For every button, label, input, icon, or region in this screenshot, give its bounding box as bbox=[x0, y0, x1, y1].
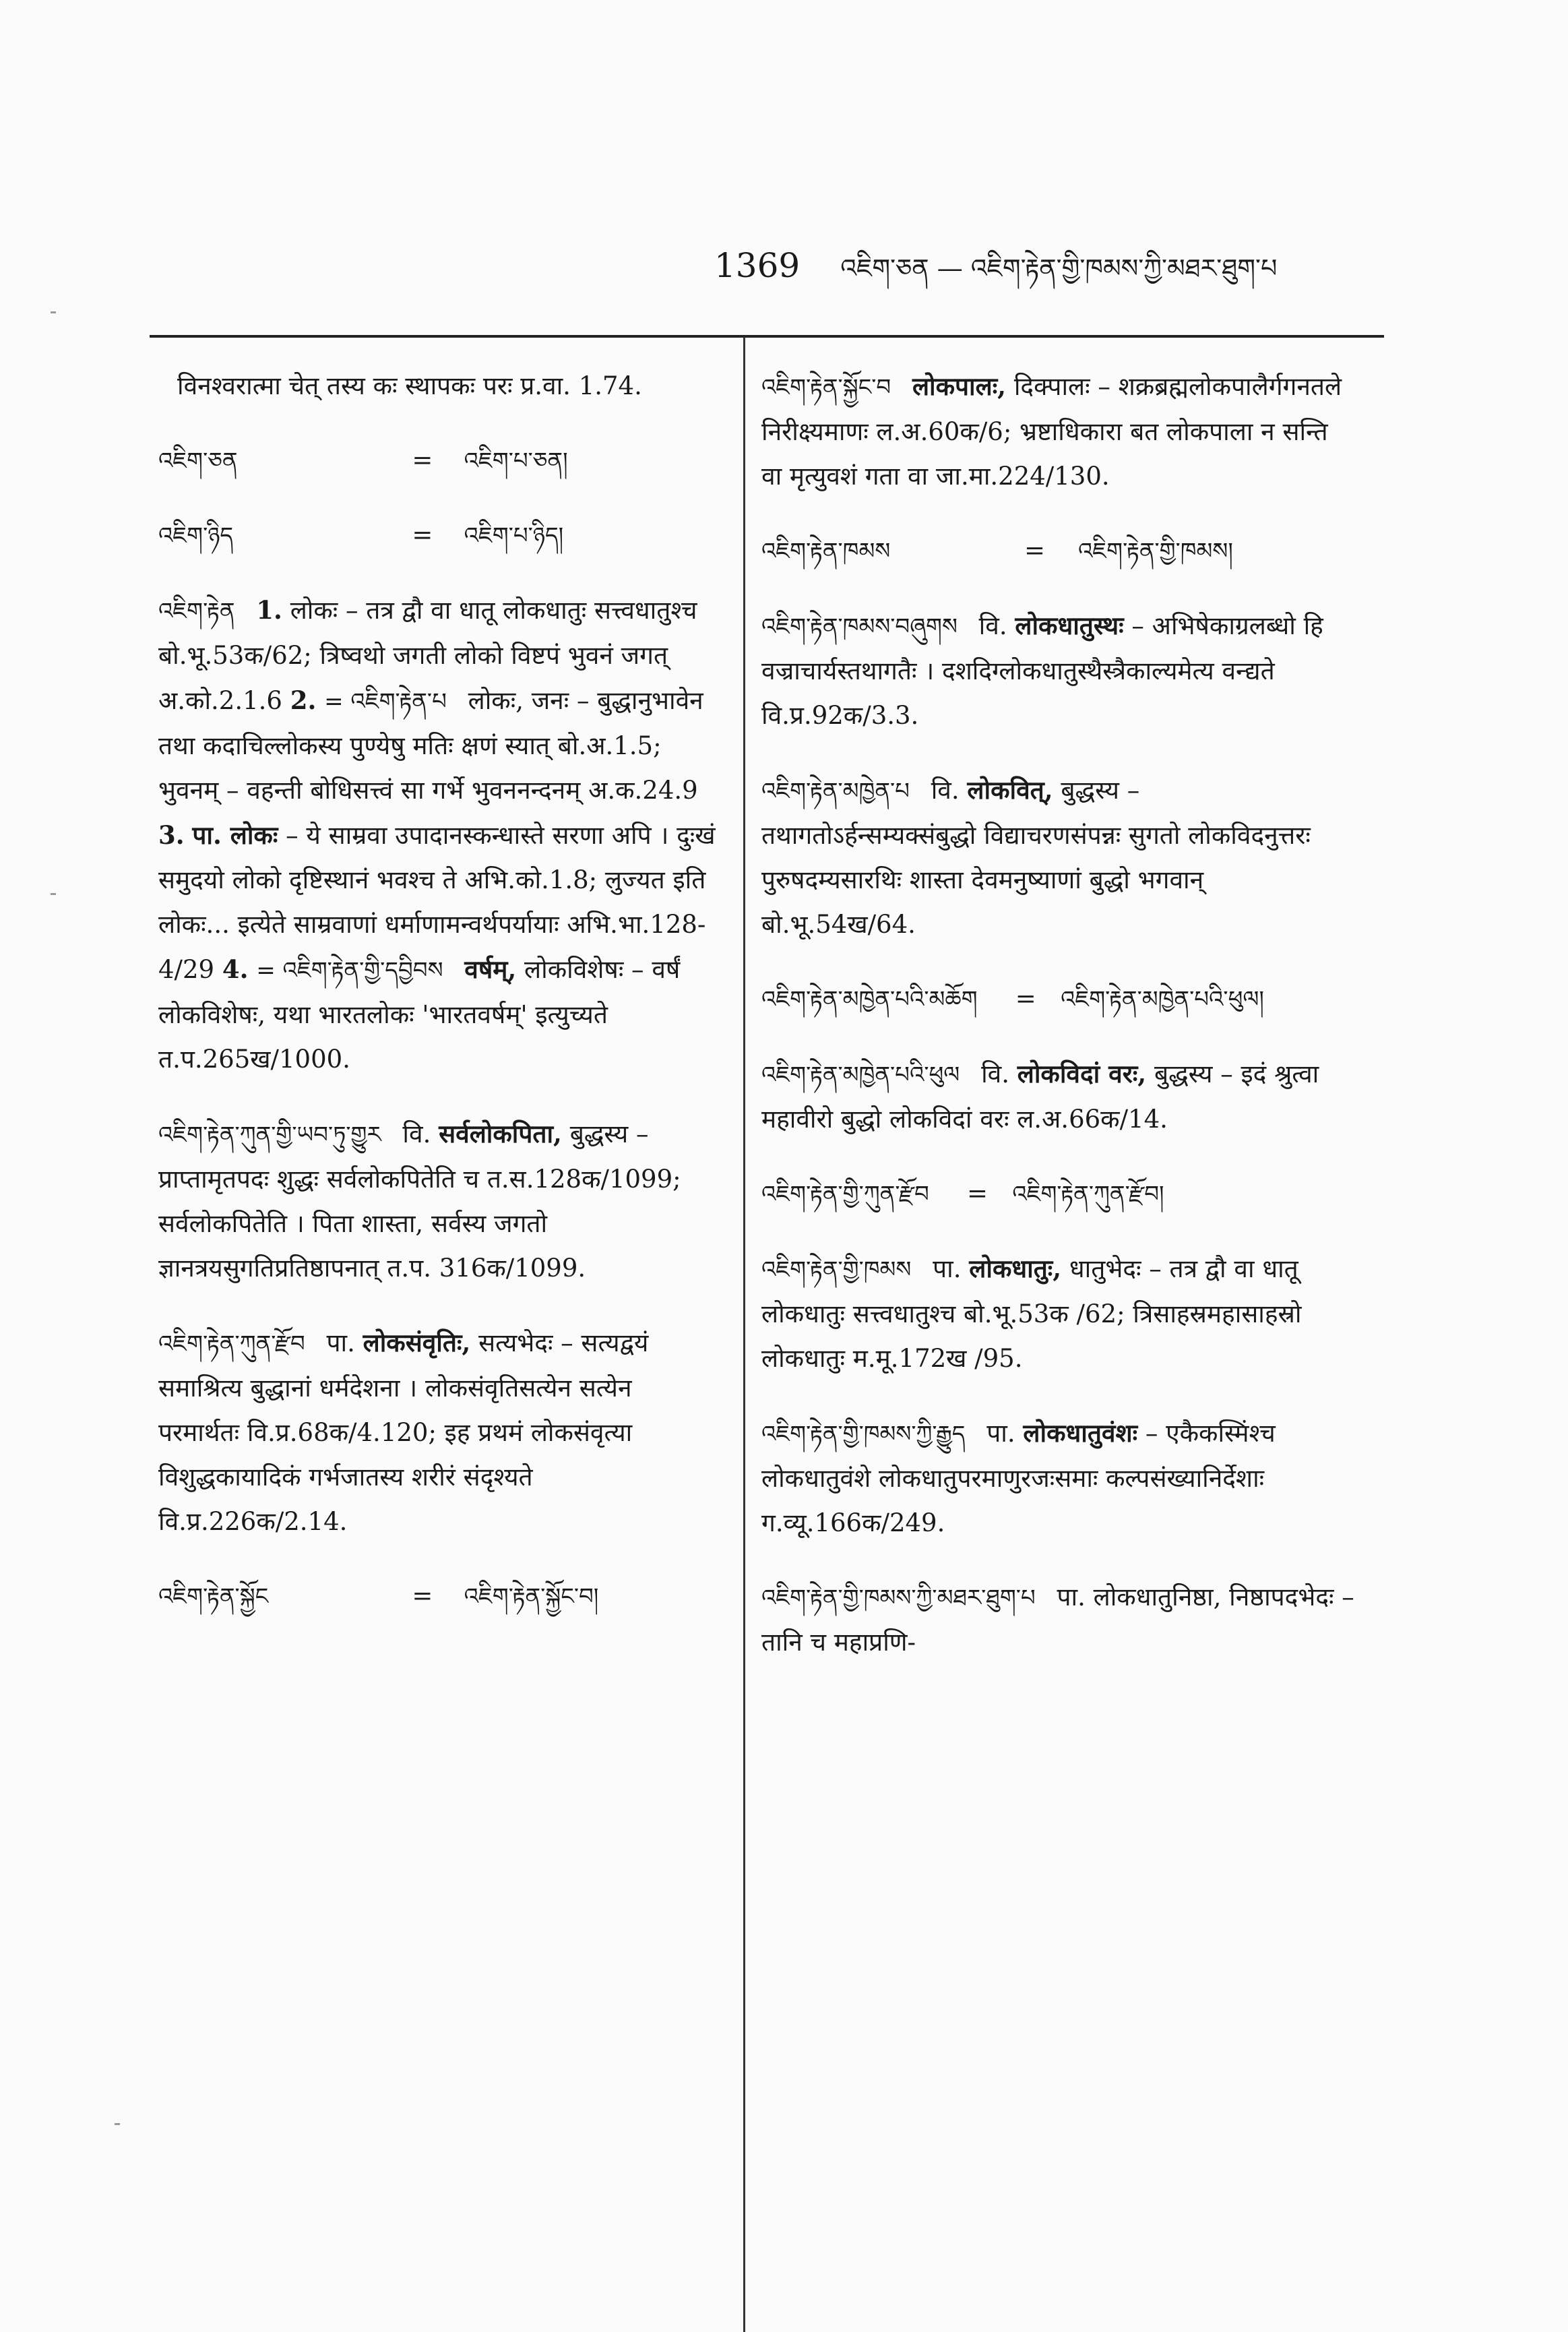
xref-entry bbox=[158, 438, 718, 483]
entry-text: बुद्धस्य – तथागतोऽर्हन्सम्यक्संबुद्धो विद्याचरणसंपन्नः सुगतो लोकविदनुत्तरः पुरुषदम्यसारथिः शास्ता देवमनुष्याणां बुद्धो भगवान् बो.भू.54ख/64. bbox=[761, 776, 1311, 939]
part-of-speech: पा. bbox=[1057, 1583, 1086, 1612]
sense-number: 4. bbox=[222, 954, 249, 984]
equals-sign: = bbox=[412, 520, 433, 549]
xref-entry bbox=[761, 977, 1354, 1022]
headword: འཇིག་རྟེན་གྱི་ཁམས་ཀྱི་མཐར་ཐུག་པ bbox=[761, 1585, 1036, 1612]
headword: འཇིག་རྟེན་ཁམས bbox=[761, 538, 891, 565]
headword: འཇིག་རྟེན་ཀུན་གྱི་ཡབ་ཏུ་གྱུར bbox=[158, 1122, 381, 1148]
right-column bbox=[761, 364, 1354, 1694]
headword: འཇིག་ཉིད bbox=[158, 522, 234, 549]
xref-target: འཇིག་རྟེན་ཀུན་རྫོབ། bbox=[1012, 1181, 1164, 1208]
sense-number: 3. bbox=[158, 820, 185, 850]
part-of-speech: पा. bbox=[326, 1328, 355, 1357]
lemma: लोकधातुस्थः bbox=[1015, 611, 1124, 640]
dictionary-entry bbox=[158, 1320, 718, 1544]
xref-entry bbox=[761, 528, 1354, 574]
sense-number: 1. bbox=[256, 595, 282, 625]
lemma: लोकधातुः, bbox=[969, 1254, 1062, 1283]
sense-text: – ये साम्रवा उपादानस्कन्धास्ते सरणा अपि । दुःखं समुदयो लोको दृष्टिस्थानं भवश्च ते अभि.को.1.8; लुज्यत इति लोकः... इत्येते साम्रवाणां धर्माणामन्वर्थपर्यायाः अभि.भा.128-4/29 bbox=[158, 821, 716, 984]
dictionary-entry bbox=[158, 1111, 718, 1291]
xref-entry bbox=[158, 1574, 718, 1619]
headword: འཇིག་རྟེན་སྐྱོང་བ bbox=[761, 374, 891, 401]
part-of-speech: वि. bbox=[931, 776, 960, 805]
equals-sign: = bbox=[1024, 536, 1046, 565]
dictionary-entry bbox=[761, 364, 1354, 499]
entry-text: धातुभेदः – तत्र द्वौ वा धातू लोकधातुः सत्त्वधातुश्च बो.भू.53क /62; त्रिसाहस्रमहासाहस्रो लोकधातुः म.मू.172ख /95. bbox=[761, 1254, 1302, 1373]
headword: འཇིག་རྟེན་གྱི་ཀུན་རྫོབ bbox=[761, 1181, 929, 1208]
lemma: लोकवित्, bbox=[967, 775, 1053, 805]
headword: འཇིག་ཅན bbox=[158, 448, 238, 474]
part-of-speech: वि. bbox=[978, 611, 1007, 640]
entry-text: – एकैकस्मिंश्च लोकधातुवंशे लोकधातुपरमाणुरजःसमाः कल्पसंख्यानिर्देशाः ग.व्यू.166क/249. bbox=[761, 1419, 1276, 1537]
sense-text: लोकः – तत्र द्वौ वा धातू लोकधातुः सत्त्वधातुश्च बो.भू.53क/62; त्रिष्वथो जगती लोको विष्टपं भुवनं जगत् अ.को.2.1.6 bbox=[158, 596, 697, 715]
xref-target: འཇིག་རྟེན་སྐྱོང་བ། bbox=[464, 1583, 599, 1610]
xref-target: འཇིག་པ་ཅན། bbox=[464, 448, 568, 474]
dictionary-entry bbox=[761, 1411, 1354, 1545]
entry-text: बुद्धस्य – प्राप्तामृतपदः शुद्धः सर्वलोकपितेति च त.स.128क/1099; सर्वलोकपितेति । पिता शास्ता, सर्वस्य जगतो ज्ञानत्रयसुगतिप्रतिष्ठापनात् त.प. 316क/1099. bbox=[158, 1119, 681, 1283]
headword: འཇིག་རྟེན་ཁམས་བཞུགས bbox=[761, 613, 958, 640]
dictionary-entry bbox=[761, 768, 1354, 947]
lemma: लोकविदां वरः, bbox=[1017, 1059, 1147, 1088]
entry-text: सत्यभेदः – सत्यद्वयं समाश्रित्य बुद्धानां धर्मदेशना । लोकसंवृतिसत्येन सत्येन परमार्थतः वि.प्र.68क/4.120; इह प्रथमं लोकसंवृत्या विशुद्धकायादिकं गर्भजातस्य शरीरं संदृश्यते वि.प्र.226क/2.14. bbox=[158, 1328, 649, 1536]
lemma: सर्वलोकपिता, bbox=[439, 1119, 562, 1148]
sense-lemma: पा. लोकः bbox=[192, 820, 278, 850]
left-column bbox=[158, 364, 718, 1649]
sense-text: लोकः, जनः – बुद्धानुभावेन तथा कदाचिल्लोकस्य पुण्येषु मतिः क्षणं स्यात् बो.अ.1.5; भुवनम् – वहन्ती बोधिसत्त्वं सा गर्भे भुवननन्दनम् अ.क.24.9 bbox=[158, 686, 703, 805]
entry-text: दिक्पालः – शक्रब्रह्मलोकपालैर्गगनतले निरीक्ष्यमाणः ल.अ.60क/6; भ्रष्टाधिकारा बत लोकपाला न सन्ति वा मृत्युवशं गता वा जा.मा.224/130. bbox=[761, 372, 1342, 491]
dictionary-entry bbox=[158, 588, 718, 1082]
headword: འཇིག་རྟེན་ཀུན་རྫོབ bbox=[158, 1330, 305, 1357]
dictionary-entry bbox=[761, 1051, 1354, 1142]
header-rule bbox=[150, 335, 1384, 338]
sense-tibetan: = འཇིག་རྟེན་གྱི་དབྱིབས bbox=[256, 957, 443, 984]
lemma: लोकधातुवंशः bbox=[1023, 1418, 1138, 1448]
sense-number: 2. bbox=[290, 685, 317, 715]
sense-lemma: वर्षम्, bbox=[464, 954, 517, 984]
lemma: लोकसंवृतिः, bbox=[363, 1328, 471, 1357]
column-divider bbox=[743, 337, 745, 2332]
equals-sign: = bbox=[1015, 984, 1036, 1013]
equals-sign: = bbox=[412, 1581, 433, 1610]
dictionary-entry bbox=[761, 1575, 1354, 1665]
entry-text: लोकधातुनिष्ठा, निष्ठापदभेदः – तानि च महाप्रणि- bbox=[761, 1583, 1354, 1657]
xref-target: འཇིག་རྟེན་གྱི་ཁམས། bbox=[1078, 538, 1233, 565]
dictionary-entry bbox=[761, 1246, 1354, 1381]
headword: འཇིག་རྟེན་སྐྱོང bbox=[158, 1583, 269, 1610]
xref-entry bbox=[158, 513, 718, 558]
lemma: लोकपालः, bbox=[912, 371, 1007, 401]
xref-target: འཇིག་རྟེན་མཁྱེན་པའི་ཕུལ། bbox=[1061, 986, 1264, 1013]
scan-speck bbox=[51, 311, 56, 313]
equals-sign: = bbox=[967, 1179, 989, 1208]
scan-speck bbox=[51, 893, 56, 895]
entry-text: – अभिषेकाग्रलब्धो हि वज्राचार्यस्तथागतैः । दशदिग्लोकधातुस्थैस्त्रैकाल्यमेत्य वन्द्यते वि.प्र.92क/3.3. bbox=[761, 611, 1323, 730]
part-of-speech: वि. bbox=[981, 1060, 1009, 1088]
continued-entry: विनश्वरात्मा चेत् तस्य कः स्थापकः परः प्र.वा. 1.74. bbox=[177, 371, 642, 400]
xref-target: འཇིག་པ་ཉིད། bbox=[464, 522, 564, 549]
headword: འཇིག་རྟེན་མཁྱེན་པའི་མཆོག bbox=[761, 986, 978, 1013]
running-head: འཇིག་ཅན — འཇིག་རྟེན་གྱི་ཁམས་ཀྱི་མཐར་ཐུག་པ bbox=[840, 253, 1278, 283]
equals-sign: = bbox=[412, 446, 433, 474]
entry-text: बुद्धस्य – इदं श्रुत्वा महावीरो बुद्धो लोकविदां वरः ल.अ.66क/14. bbox=[761, 1060, 1319, 1134]
part-of-speech: वि. bbox=[402, 1119, 431, 1148]
headword: འཇིག་རྟེན་གྱི་ཁམས bbox=[761, 1256, 912, 1283]
sense-tibetan: = འཇིག་རྟེན་པ bbox=[324, 688, 447, 715]
sense-text: लोकविशेषः – वर्षं लोकविशेषः, यथा भारतलोकः 'भारतवर्षम्' इत्युच्यते त.प.265ख/1000. bbox=[158, 955, 681, 1074]
page-number: 1369 bbox=[714, 246, 801, 285]
headword: འཇིག་རྟེན་མཁྱེན་པ bbox=[761, 778, 910, 805]
part-of-speech: पा. bbox=[933, 1254, 962, 1283]
xref-entry bbox=[761, 1171, 1354, 1217]
page-header bbox=[714, 240, 1361, 287]
dictionary-entry bbox=[761, 603, 1354, 738]
scan-speck bbox=[115, 2123, 120, 2125]
headword: འཇིག་རྟེན་གྱི་ཁམས་ཀྱི་རྒྱུད bbox=[761, 1421, 966, 1448]
headword: འཇིག་རྟེན་མཁྱེན་པའི་ཕུལ bbox=[761, 1062, 960, 1088]
headword: འཇིག་རྟེན bbox=[158, 598, 235, 625]
part-of-speech: पा. bbox=[986, 1419, 1015, 1448]
